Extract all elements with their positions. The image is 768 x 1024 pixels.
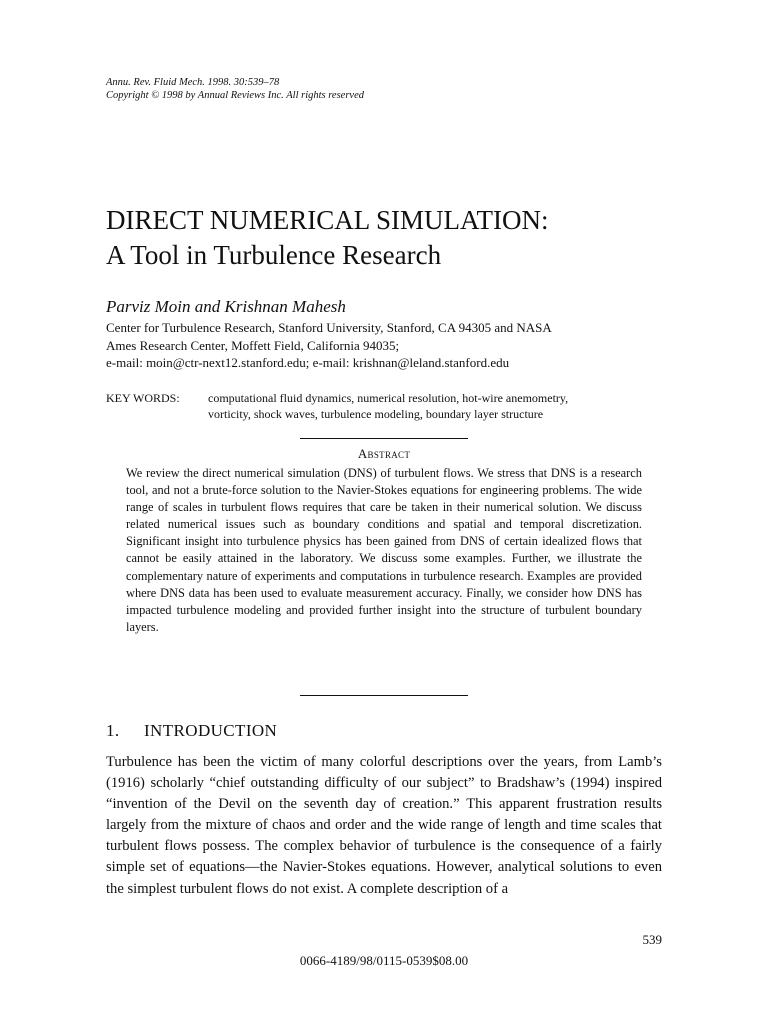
title-line-1: DIRECT NUMERICAL SIMULATION: [106, 205, 549, 235]
keywords-label: KEY WORDS: [106, 391, 180, 405]
abstract-heading: Abstract [357, 446, 411, 461]
paper-title [106, 203, 549, 273]
affiliation-email: e-mail: moin@ctr-next12.stanford.edu; e-mail: krishnan@leland.stanford.edu [106, 355, 510, 370]
introduction-paragraph: Turbulence has been the victim of many colorful descriptions over the years, from Lamb’s (1916) scholarly “chief outstanding difficulty of our subject” to Bradshaw’s (1994) inspired “invention of the Devil on the seventh day of creation.” This apparent frustration results largely from the mixture of chaos and order and the wide range of length and time scales that turbulent flows possess. The complex behavior of turbulence is the consequence of a fairly simple set of equations—the Navier-Stokes equations. However, analytical solutions to even the simplest turbulent flows do not exist. A complete description of a [106, 754, 662, 897]
section-title: INTRODUCTION [144, 721, 278, 740]
section-number: 1. [106, 721, 120, 740]
section-heading [106, 720, 277, 742]
journal-citation: Annu. Rev. Fluid Mech. 1998. 30:539–78 [106, 77, 280, 88]
title-line-2: A Tool in Turbulence Research [106, 240, 442, 270]
abstract-top-rule [300, 438, 468, 439]
article-code: 0066-4189/98/0115-0539$08.00 [299, 953, 469, 968]
author-list: Parviz Moin and Krishnan Mahesh [106, 297, 346, 316]
abstract-bottom-rule [300, 695, 468, 696]
abstract-text: We review the direct numerical simulation (DNS) of turbulent flows. We stress that DNS is a research tool, and not a brute-force solution to the Navier-Stokes equations for engineering problems. The wide range of scales in turbulent flows requires that care be taken in their numerical solution. We discuss related numerical issues such as boundary conditions and spatial and temporal discretization. Significant insight into turbulence physics has been gained from DNS of certain idealized flows that cannot be easily attained in the laboratory. We discuss some examples. Further, we illustrate the complementary nature of experiments and computations in turbulence research. Examples are provided where DNS data has been used to evaluate measurement accuracy. Finally, we consider how DNS has impacted turbulence modeling and provided further insight into the structure of turbulent boundary layers. [126, 466, 642, 634]
affiliation-line-1: Center for Turbulence Research, Stanford University, Stanford, CA 94305 and NASA [106, 320, 552, 335]
journal-header [106, 76, 364, 102]
copyright-notice: Copyright © 1998 by Annual Reviews Inc. All rights reserved [106, 90, 364, 101]
keywords-line-1: computational fluid dynamics, numerical resolution, hot-wire anemometry, [208, 391, 569, 405]
keywords-line-2: vorticity, shock waves, turbulence modeling, boundary layer structure [208, 407, 544, 421]
affiliation-line-2: Ames Research Center, Moffett Field, California 94035; [106, 337, 400, 353]
keywords-text [208, 390, 648, 422]
author-affiliation [106, 319, 666, 372]
page-number: 539 [642, 932, 662, 947]
